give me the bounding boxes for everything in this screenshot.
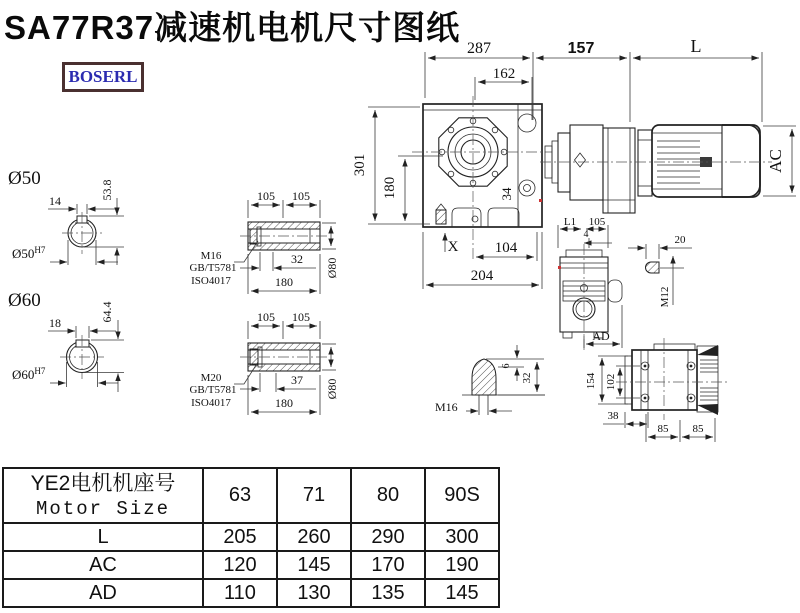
dim-37: 37 — [291, 373, 303, 387]
dim-53-8: 53.8 — [100, 179, 114, 201]
adapter-section — [545, 125, 652, 213]
bolt-callout: M16 — [200, 250, 222, 262]
cell: 300 — [425, 523, 499, 551]
dim-20: 20 — [674, 234, 686, 246]
table-row — [3, 523, 499, 551]
dim-301: 301 — [352, 153, 368, 177]
dim-105c: 105 — [257, 310, 275, 324]
std-iso2: ISO4017 — [191, 397, 231, 409]
dim-157: 157 — [567, 40, 595, 57]
dim-180: 180 — [382, 176, 398, 200]
gearbox-side-view — [558, 216, 622, 350]
dim-32: 32 — [291, 252, 303, 266]
cell: 290 — [351, 523, 425, 551]
dim-dia60: Ø60 — [8, 290, 41, 311]
bolt-callout-m20: M20 — [200, 372, 222, 384]
hollow-shaft-m20-detail — [189, 310, 339, 415]
hollow-shaft-m16-detail — [189, 189, 339, 294]
cell: 120 — [203, 551, 277, 579]
dim-32b: 32 — [521, 372, 533, 384]
header-en: Motor Size — [35, 497, 171, 520]
motor-dimension-table — [2, 467, 500, 608]
cell: 205 — [203, 523, 277, 551]
std-gb: GB/T5781 — [189, 262, 237, 274]
page-title: SA77R37减速机电机尺寸图纸 — [4, 9, 461, 46]
cell: 145 — [425, 579, 499, 607]
table-row — [3, 579, 499, 607]
table-header-row — [3, 468, 499, 523]
row-label-AD: AD — [3, 579, 203, 607]
dim-dia50: Ø50 — [8, 168, 41, 189]
gearbox-bottom-view — [585, 338, 730, 442]
dim-180a: 180 — [275, 275, 293, 289]
dim-X: X — [447, 239, 459, 255]
dim-L1: L1 — [563, 216, 577, 228]
std-iso: ISO4017 — [191, 275, 231, 287]
dim-85a: 85 — [657, 423, 669, 435]
col-90s: 90S — [425, 468, 499, 523]
dim-M12: M12 — [659, 286, 671, 308]
col-71: 71 — [277, 468, 351, 523]
col-80: 80 — [351, 468, 425, 523]
table-row — [3, 551, 499, 579]
main-dimensions — [352, 36, 796, 289]
dim-105d: 105 — [292, 310, 310, 324]
cell: 135 — [351, 579, 425, 607]
table-header-cell — [3, 468, 203, 523]
dim-154: 154 — [585, 372, 597, 390]
dim-dia80a: Ø80 — [325, 257, 339, 279]
red-mark-2 — [558, 266, 561, 269]
dim-104: 104 — [494, 240, 518, 256]
dim-204: 204 — [470, 268, 494, 284]
dim-bore50: $Ø50^{H7}$ — [12, 245, 46, 261]
oil-plug — [436, 204, 446, 224]
dim-105e: 105 — [588, 216, 606, 228]
dim-key18: 18 — [49, 316, 61, 330]
header-cn: YE2电机机座号 — [30, 471, 176, 495]
gearbox-front-view — [412, 96, 552, 262]
dim-key14: 14 — [49, 194, 61, 208]
dim-M16: M16 — [435, 400, 458, 414]
dim-180b: 180 — [275, 396, 293, 410]
cell: 190 — [425, 551, 499, 579]
boserl-logo: BOSERL — [62, 62, 144, 92]
dim-64-4: 64.4 — [100, 301, 114, 323]
dim-85b: 85 — [692, 423, 704, 435]
col-63: 63 — [203, 468, 277, 523]
dim-287: 287 — [467, 40, 491, 57]
std-gb2: GB/T5781 — [189, 384, 237, 396]
dim-bore60: $Ø60^{H7}$ — [12, 366, 46, 382]
diamond-mark — [575, 153, 586, 167]
cell: 130 — [277, 579, 351, 607]
protection-cap-detail — [435, 345, 545, 415]
dim-38: 38 — [607, 410, 619, 422]
dim-6: 6 — [501, 363, 512, 369]
cell: 110 — [203, 579, 277, 607]
cell: 260 — [277, 523, 351, 551]
dim-34: 34 — [499, 187, 514, 201]
red-mark — [539, 199, 542, 202]
row-label-L: L — [3, 523, 203, 551]
dim-105b: 105 — [292, 189, 310, 203]
shaft50-detail — [8, 168, 124, 265]
dim-102: 102 — [605, 373, 617, 391]
dim-4: 4 — [583, 229, 589, 240]
shaft60-detail — [8, 290, 124, 392]
dim-162: 162 — [492, 66, 516, 82]
dim-AD: AD — [592, 329, 610, 343]
dim-dia80b: Ø80 — [325, 378, 339, 400]
dim-L: L — [690, 36, 702, 56]
key-detail — [628, 234, 692, 307]
row-label-AC: AC — [3, 551, 203, 579]
flange-fins — [700, 360, 718, 400]
cell: 170 — [351, 551, 425, 579]
cell: 145 — [277, 551, 351, 579]
dim-105a: 105 — [257, 189, 275, 203]
dim-AC: AC — [766, 149, 785, 173]
